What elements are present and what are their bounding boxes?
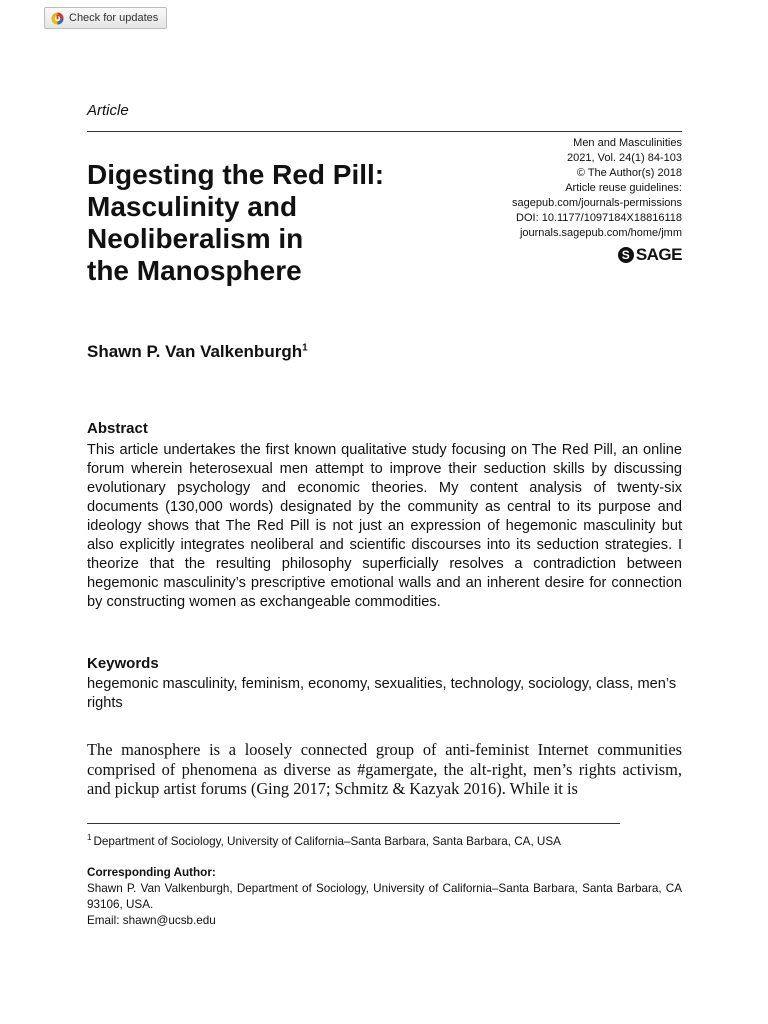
footnote-marker: 1 [87,833,92,843]
keywords-text: hegemonic masculinity, feminism, economy, sexualities, technology, sociology, class, men’s rights [87,676,677,711]
title-line: Digesting the Red Pill: [87,159,385,190]
affiliation-text: Department of Sociology, University of California–Santa Barbara, Santa Barbara, CA, USA [93,835,561,848]
abstract-text: This article undertakes the first known qualitative study focusing on The Red Pill, an online forum wherein heterosexual men attempt to improve their seduction skills by discussing evolutionary psychology and economic theories. My content analysis of twenty-six documents (130,000 words) designated by the community as central to its purpose and ideology shows that The Red Pill is not just an expression of hegemonic masculinity but also explicitly integrates neoliberal and scientific discourses into its seduction strategies. I theorize that the resulting philosophy superficially resolves a contradiction between hegemonic masculinity’s prescriptive emotional walls and an inherent desire for connection by constructing women as exchangeable commodities. [87,442,682,610]
title-line: Neoliberalism in [87,223,304,254]
abstract-heading: Abstract [87,420,148,437]
sage-logo [512,246,682,264]
author-name-text: Shawn P. Van Valkenburgh [87,342,303,361]
doi-link[interactable]: DOI: 10.1177/1097184X18816118 [516,212,682,224]
affiliation-marker: 1 [302,342,308,354]
sage-logo-mark: S [618,247,634,263]
header-rule [87,131,682,132]
body-paragraph: The manosphere is a loosely connected group of anti-feminist Internet communities comprised of phenomena as diverse as #gamergate, the alt-right, men’s rights activism, and pickup artist forums (Ging 2017; Schmitz & Kazyak 2016). While it is [87,740,682,798]
corresponding-author-text: Shawn P. Van Valkenburgh, Department of Sociology, University of California–Santa Barbara, Santa Barbara, CA 93106, USA. [87,882,682,911]
journal-name: Men and Masculinities [573,137,682,149]
keywords-heading: Keywords [87,655,159,672]
title-line: the Manosphere [87,255,302,286]
affiliation-footnote [87,834,682,849]
footnote-rule [87,823,620,824]
check-for-updates-label: Check for updates [69,12,159,24]
title-line: Masculinity and [87,191,298,222]
journal-homepage-link[interactable]: journals.sagepub.com/home/jmm [519,227,682,239]
journal-volume: 2021, Vol. 24(1) 84-103 [567,152,682,164]
check-updates-icon [51,12,64,25]
author-email[interactable]: Email: shawn@ucsb.edu [87,914,216,927]
copyright-line: © The Author(s) 2018 [576,167,682,179]
permissions-link[interactable]: sagepub.com/journals-permissions [512,197,682,209]
article-title [87,159,467,287]
author-name [87,342,308,362]
sage-logo-text: SAGE [635,245,682,264]
corresponding-author-heading: Corresponding Author: [87,866,216,879]
journal-metadata [512,136,682,264]
reuse-guidelines-label: Article reuse guidelines: [565,182,682,194]
article-type-label: Article [87,102,129,119]
check-for-updates-button[interactable] [44,7,167,29]
